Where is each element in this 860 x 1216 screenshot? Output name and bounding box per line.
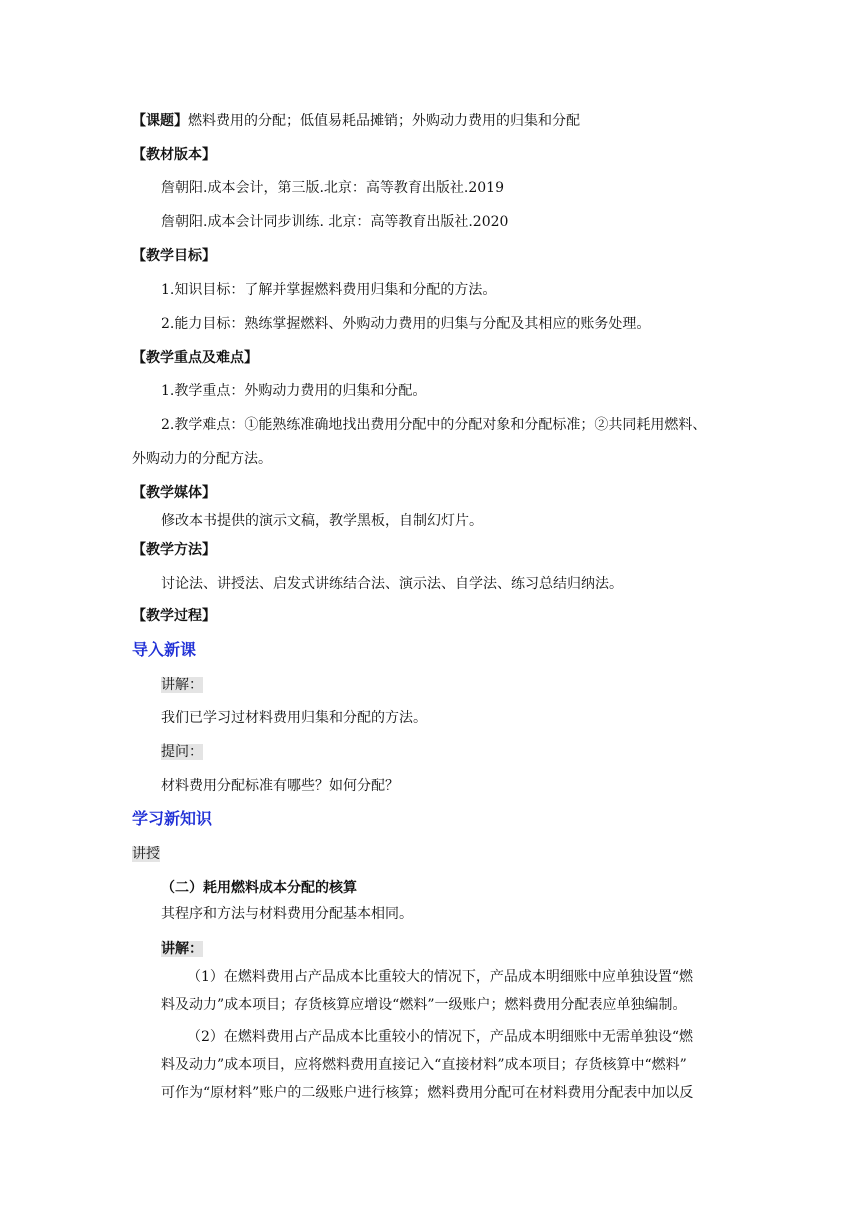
- explain-label: 讲解：: [161, 941, 203, 957]
- new-knowledge-heading: 学习新知识: [132, 809, 213, 828]
- media-label: 【教学媒体】: [132, 485, 216, 501]
- methods-text: 讨论法、讲授法、启发式讲练结合法、演示法、自学法、练习总结归纳法。: [161, 576, 623, 592]
- topic-text: 燃料费用的分配；低值易耗品摊销；外购动力费用的归集和分配: [188, 113, 580, 129]
- paragraph-2-line-1: （2）在燃料费用占产品成本比重较小的情况下，产品成本明细账中无需单独设“燃: [187, 1029, 694, 1045]
- key-point-2-line-2: 外购动力的分配方法。: [132, 451, 272, 467]
- intro-explain-label: 讲解：: [161, 677, 203, 693]
- intro-question-label: 提问：: [161, 744, 203, 760]
- paragraph-1-line-2: 料及动力”成本项目；存货核算应增设“燃料”一级账户；燃料费用分配表应单独编制。: [161, 997, 687, 1013]
- key-points-label: 【教学重点及难点】: [132, 350, 258, 366]
- intro-explain-text: 我们已学习过材料费用归集和分配的方法。: [161, 710, 427, 726]
- edition-label: 【教材版本】: [132, 147, 216, 163]
- goal-item-2: 2.能力目标：熟练掌握燃料、外购动力费用的归集与分配及其相应的账务处理。: [161, 316, 651, 332]
- goal-item-1: 1.知识目标：了解并掌握燃料费用归集和分配的方法。: [161, 282, 497, 298]
- paragraph-2-line-2: 料及动力”成本项目，应将燃料费用直接记入“直接材料”成本项目；存货核算中“燃料”: [161, 1057, 687, 1073]
- key-point-1: 1.教学重点：外购动力费用的归集和分配。: [161, 383, 427, 399]
- goals-label: 【教学目标】: [132, 248, 216, 264]
- section-title: （二）耗用燃料成本分配的核算: [161, 880, 357, 896]
- edition-item-1: 詹朝阳.成本会计，第三版.北京：高等教育出版社.2019: [161, 180, 504, 196]
- intro-question-text: 材料费用分配标准有哪些？如何分配？: [161, 778, 399, 794]
- process-label: 【教学过程】: [132, 608, 216, 624]
- intro-heading: 导入新课: [132, 640, 197, 659]
- section-intro: 其程序和方法与材料费用分配基本相同。: [161, 906, 413, 922]
- paragraph-2-line-3: 可作为“原材料”账户的二级账户进行核算；燃料费用分配可在材料费用分配表中加以反: [161, 1085, 694, 1101]
- edition-item-2: 詹朝阳.成本会计同步训练. 北京：高等教育出版社.2020: [161, 214, 509, 230]
- lecture-label: 讲授: [132, 846, 160, 862]
- paragraph-1-line-1: （1）在燃料费用占产品成本比重较大的情况下，产品成本明细账中应单独设置“燃: [187, 969, 694, 985]
- key-point-2-line-1: 2.教学难点：①能熟练准确地找出费用分配中的分配对象和分配标准；②共同耗用燃料、: [161, 417, 707, 433]
- media-text: 修改本书提供的演示文稿，教学黑板，自制幻灯片。: [161, 513, 483, 529]
- topic-label: 【课题】: [132, 113, 188, 129]
- methods-label: 【教学方法】: [132, 542, 216, 558]
- topic-line: [132, 111, 580, 131]
